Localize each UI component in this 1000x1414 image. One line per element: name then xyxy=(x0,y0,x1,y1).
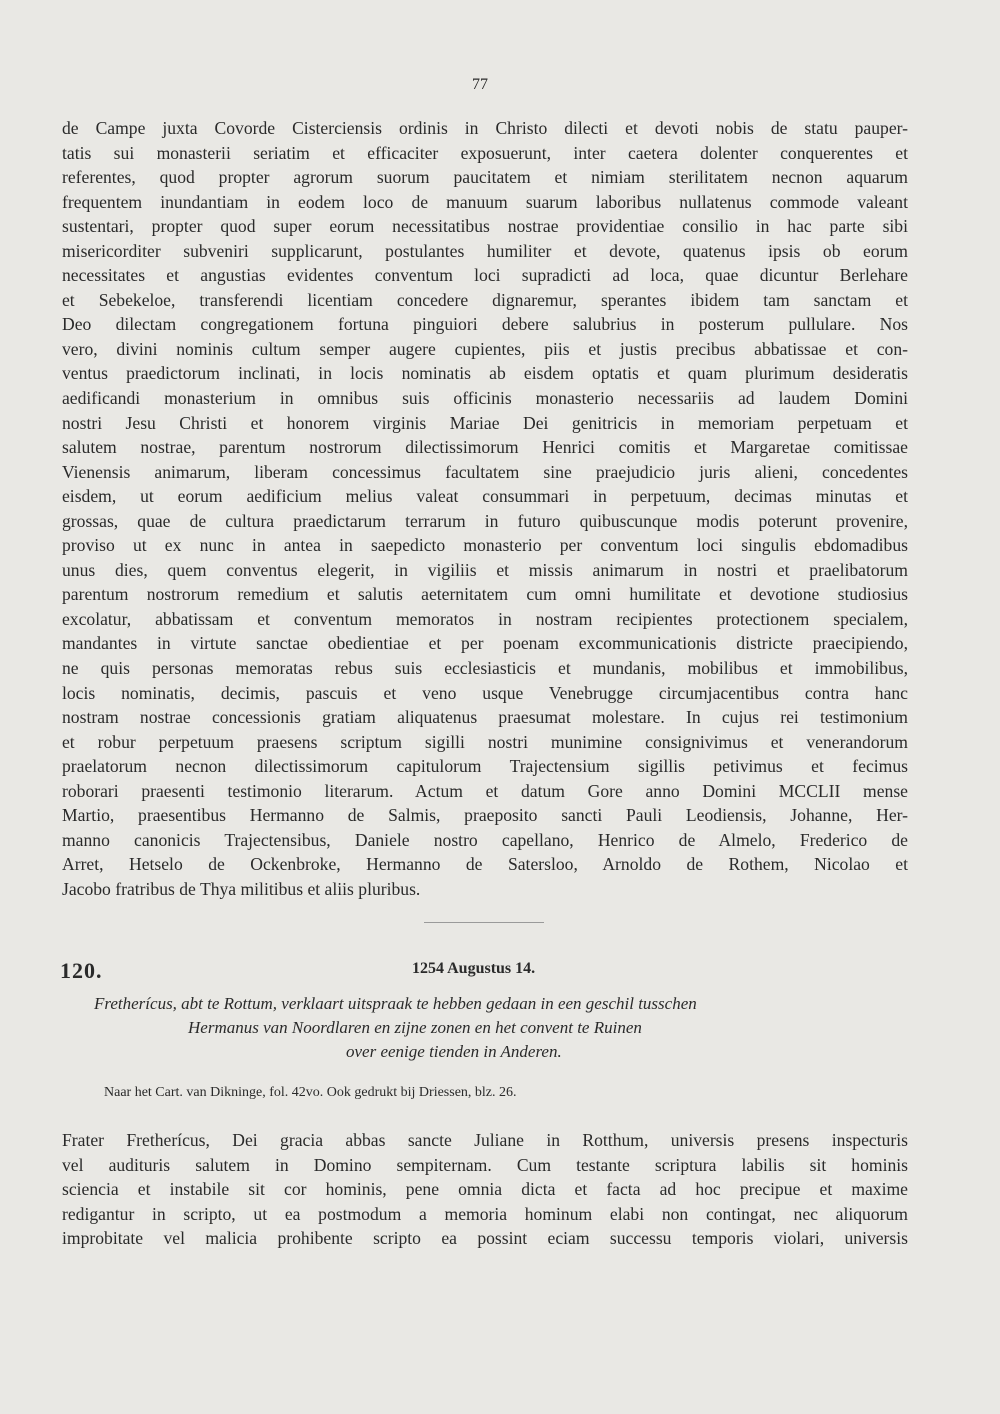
text-line: locis nominatis, decimis, pascuis et veno usque Venebrugge circumjacentibus contra hanc xyxy=(62,682,908,703)
summary-line: Fretherícus, abt te Rottum, verklaart uitspraak te hebben gedaan in een geschil tusschen xyxy=(94,994,697,1013)
text-line: misericorditer subveniri supplicarunt, postulantes humiliter et devote, quatenus ipsis ob eorum xyxy=(62,240,908,261)
text-line: improbitate vel malicia prohibente scripto ea possint eciam successu temporis violari, universis xyxy=(62,1228,908,1249)
text-line: Martio, praesentibus Hermanno de Salmis, praeposito sancti Pauli Leodiensis, Johanne, Her- xyxy=(62,805,908,826)
text-line: sciencia et instabile sit cor hominis, pene omnia dicta et facta ad hoc precipue et maxime xyxy=(62,1179,908,1200)
text-line: roborari praesenti testimonio literarum. Actum et datum Gore anno Domini MCCLII mense xyxy=(62,780,908,801)
document-summary xyxy=(60,992,920,1064)
main-text-block xyxy=(62,116,908,902)
text-line: Jacobo fratribus de Thya militibus et aliis pluribus. xyxy=(62,878,421,899)
text-line: eisdem, ut eorum aedificium melius valeat consummari in perpetuum, decimas minutas et xyxy=(62,486,908,507)
text-line: ne quis personas memoratas rebus suis ecclesiasticis et mundanis, mobilibus et immobilibus, xyxy=(62,658,908,679)
text-line: salutem nostrae, parentum nostrorum dilectissimorum Henrici comitis et Margaretae comitissae xyxy=(62,437,908,458)
text-line: de Campe juxta Covorde Cisterciensis ordinis in Christo dilecti et devoti nobis de statu pauper- xyxy=(62,118,908,138)
text-line: praelatorum necnon dilectissimorum capitulorum Trajectensium sigillis petivimus et fecimus xyxy=(62,756,908,777)
text-line: proviso ut ex nunc in antea in saepedicto monasterio per conventum loci singulis ebdomadibus xyxy=(62,535,908,556)
text-line: aedificandi monasterium in omnibus suis officinis monasterio necessariis ad laudem Domini xyxy=(62,388,908,409)
summary-line: Hermanus van Noordlaren en zijne zonen en het convent te Ruinen xyxy=(188,1018,642,1037)
text-line: parentum nostrorum remedium et salutis aeternitatem cum omni humilitate et devotione studiosius xyxy=(62,584,908,605)
text-line: necessitates et angustias evidentes conventum loci supradicti ad loca, quae dicuntur Berlehare xyxy=(62,265,908,286)
text-line: referentes, quod propter agrorum suorum paucitatem et nimiam sterilitatem necnon aquarum xyxy=(62,167,908,188)
text-line: mandantes in virtute sanctae obedientiae et per poenam excommunicationis districte praecipiendo, xyxy=(62,633,908,654)
document-date: 1254 Augustus 14. xyxy=(412,960,536,977)
text-line: Deo dilectam congregationem fortuna pinguiori debere salubrius in posterum pullulare. Nos xyxy=(62,314,908,335)
text-line: et robur perpetuum praesens scriptum sigilli nostri munimine consignivimus et venerandorum xyxy=(62,731,908,752)
text-line: vel audituris salutem in Domino sempiternam. Cum testante scriptura labilis sit hominis xyxy=(62,1154,908,1175)
text-line: Frater Fretherícus, Dei gracia abbas sancte Juliane in Rotthum, universis presens inspecturis xyxy=(62,1130,908,1150)
document-text-block xyxy=(62,1128,908,1251)
text-line: frequentem inundantiam in eodem loco de manuum suarum laboribus nullatenus commode valeant xyxy=(62,191,908,212)
text-line: et Sebekeloe, transferendi licentiam concedere dignaremur, sperantes ibidem tam sanctam et xyxy=(62,289,908,310)
text-line: vero, divini nominis cultum semper augere cupientes, piis et justis precibus abbatissae et con- xyxy=(62,338,908,359)
text-line: sustentari, propter quod super eorum necessitatibus nostrae providentiae consilio in hac parte sibi xyxy=(62,216,908,237)
document-number: 120. xyxy=(60,958,103,983)
text-line: Arret, Hetselo de Ockenbroke, Hermanno de Satersloo, Arnoldo de Rothem, Nicolao et xyxy=(62,854,908,875)
text-line: nostri Jesu Christi et honorem virginis Mariae Dei genitricis in memoriam perpetuam et xyxy=(62,412,908,433)
text-line: unus dies, quem conventus elegerit, in vigiliis et missis animarum in nostri et praelibatorum xyxy=(62,559,908,580)
text-line: grossas, quae de cultura praedictarum terrarum in futuro quibuscunque modis poterunt provenire, xyxy=(62,510,908,531)
page-number: 77 xyxy=(472,76,488,93)
text-line: manno canonicis Trajectensibus, Daniele nostro capellano, Henrico de Almelo, Frederico de xyxy=(62,829,908,850)
text-line: ventus praedictorum inclinati, in locis nominatis ab eisdem optatis et quam plurimum desideratis xyxy=(62,363,908,384)
section-divider xyxy=(424,922,544,923)
text-line: excolatur, abbatissam et conventum memoratos in nostram recipientes protectionem specialem, xyxy=(62,608,908,629)
source-note: Naar het Cart. van Dikninge, fol. 42vo. Ook gedrukt bij Driessen, blz. 26. xyxy=(104,1085,517,1100)
text-line: Vienensis animarum, liberam concessimus facultatem sine praejudicio juris alieni, concedentes xyxy=(62,461,908,482)
text-line: nostram nostrae concessionis gratiam aliquatenus praesumat molestare. In cujus rei testimonium xyxy=(62,707,908,728)
text-line: redigantur in scripto, ut ea postmodum a memoria hominum elabi non contingat, nec aliquorum xyxy=(62,1203,908,1224)
summary-line: over eenige tienden in Anderen. xyxy=(346,1042,562,1061)
text-line: tatis sui monasterii seriatim et efficaciter exposuerunt, inter caetera dolenter conquerentes et xyxy=(62,142,908,163)
